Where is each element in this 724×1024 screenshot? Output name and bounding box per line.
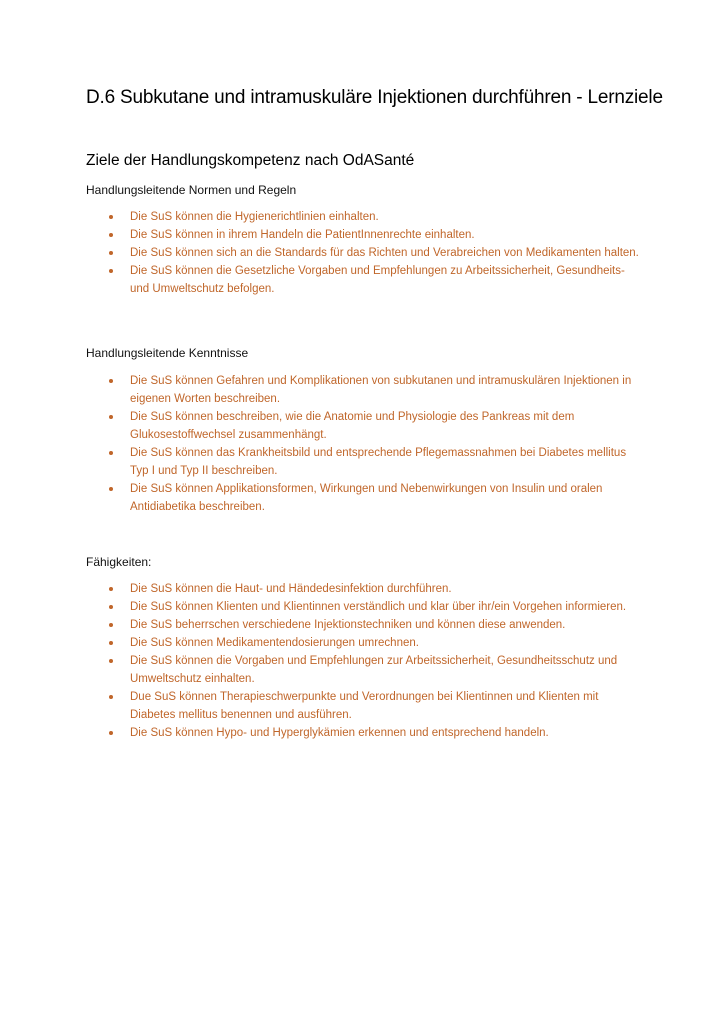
- list-item: Die SuS können beschreiben, wie die Anatomie und Physiologie des Pankreas mit dem Glukosestoffwechsel zusammenhängt.: [106, 408, 646, 444]
- list-item: Die SuS können in ihrem Handeln die PatientInnenrechte einhalten.: [106, 226, 646, 244]
- section-label-kenntnisse: Handlungsleitende Kenntnisse: [86, 346, 249, 360]
- list-item: Die SuS können sich an die Standards für das Richten und Verabreichen von Medikamenten halten.: [106, 244, 646, 262]
- list-item: Die SuS können Hypo- und Hyperglykämien erkennen und entsprechend handeln.: [106, 724, 646, 742]
- list-item: Due SuS können Therapieschwerpunkte und Verordnungen bei Klientinnen und Klienten mit Diabetes mellitus benennen und ausführen.: [106, 688, 646, 724]
- list-item: Die SuS können das Krankheitsbild und entsprechende Pflegemassnahmen bei Diabetes mellitus Typ I und Typ II beschreiben.: [106, 444, 646, 480]
- list-item: Die SuS können die Hygienerichtlinien einhalten.: [106, 208, 646, 226]
- list-item: Die SuS können Medikamentendosierungen umrechnen.: [106, 634, 646, 652]
- section-label-normen: Handlungsleitende Normen und Regeln: [86, 183, 297, 197]
- list-item: Die SuS können die Gesetzliche Vorgaben und Empfehlungen zu Arbeitssicherheit, Gesundheits- und Umweltschutz befolgen.: [106, 262, 646, 298]
- list-item: Die SuS können Applikationsformen, Wirkungen und Nebenwirkungen von Insulin und oralen Antidiabetika beschreiben.: [106, 480, 646, 516]
- section-label-faehigkeiten: Fähigkeiten:: [86, 555, 152, 569]
- list-item: Die SuS können die Haut- und Händedesinfektion durchführen.: [106, 580, 646, 598]
- list-item: Die SuS können die Vorgaben und Empfehlungen zur Arbeitssicherheit, Gesundheitsschutz und Umweltschutz einhalten.: [106, 652, 646, 688]
- goal-list-faehigkeiten: [106, 580, 646, 742]
- goal-list-normen: [106, 208, 646, 298]
- goal-list-kenntnisse: [106, 372, 646, 516]
- list-item: Die SuS beherrschen verschiedene Injektionstechniken und können diese anwenden.: [106, 616, 646, 634]
- document-title: D.6 Subkutane und intramuskuläre Injektionen durchführen - Lernziele: [86, 87, 663, 108]
- document-subtitle: Ziele der Handlungskompetenz nach OdASanté: [86, 152, 415, 169]
- list-item: Die SuS können Gefahren und Komplikationen von subkutanen und intramuskulären Injektionen in eigenen Worten beschreiben.: [106, 372, 646, 408]
- list-item: Die SuS können Klienten und Klientinnen verständlich und klar über ihr/ein Vorgehen informieren.: [106, 598, 646, 616]
